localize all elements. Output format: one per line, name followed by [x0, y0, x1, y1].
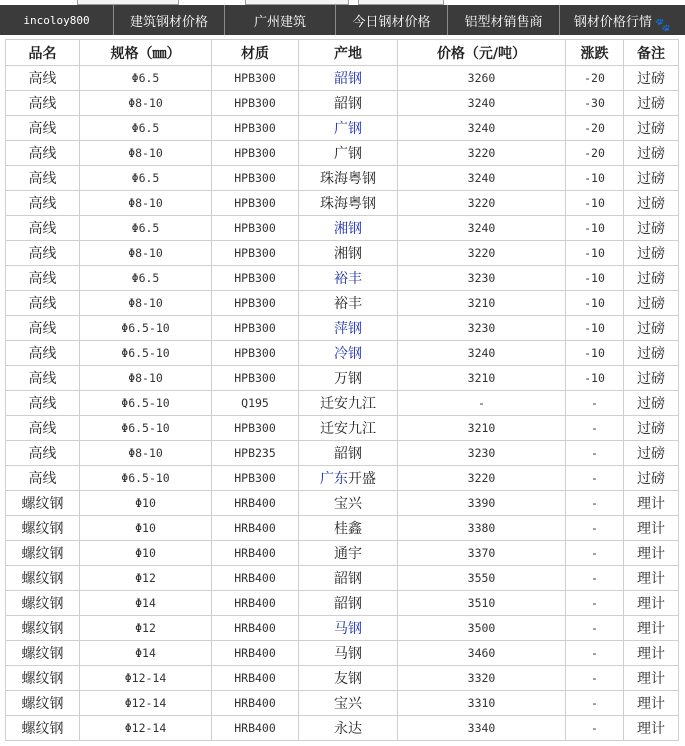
table-row: [6, 491, 679, 516]
cell-name: 螺纹钢: [6, 616, 80, 641]
cell-spec: Φ6.5: [80, 116, 212, 141]
cell-name: 螺纹钢: [6, 491, 80, 516]
nav-item-steel-market[interactable]: [560, 5, 685, 35]
table-row: [6, 416, 679, 441]
table-row: [6, 616, 679, 641]
cell-material: HPB300: [212, 91, 299, 116]
cell-material: HPB300: [212, 416, 299, 441]
cell-change: -: [566, 591, 624, 616]
cell-origin: [299, 541, 398, 566]
table-row: [6, 166, 679, 191]
cell-note: 过磅: [624, 416, 679, 441]
nav-item-guangzhou-building[interactable]: 广州建筑: [225, 5, 336, 35]
cell-name: 高线: [6, 441, 80, 466]
cell-material: HRB400: [212, 491, 299, 516]
cell-material: HPB300: [212, 466, 299, 491]
cell-material: HPB300: [212, 366, 299, 391]
table-row: [6, 566, 679, 591]
table-row: [6, 441, 679, 466]
cell-change: -10: [566, 191, 624, 216]
header-note: 备注: [624, 40, 679, 66]
cell-price: -: [398, 391, 566, 416]
cell-origin: [299, 616, 398, 641]
cell-note: 理计: [624, 641, 679, 666]
cell-spec: Φ6.5-10: [80, 316, 212, 341]
cell-name: 螺纹钢: [6, 716, 80, 741]
origin-link[interactable]: 萍钢: [334, 321, 362, 337]
cell-price: 3460: [398, 641, 566, 666]
cell-note: 过磅: [624, 466, 679, 491]
cell-material: HRB400: [212, 566, 299, 591]
origin-link[interactable]: 广钢: [334, 121, 362, 137]
cell-name: 高线: [6, 141, 80, 166]
cell-price: 3380: [398, 516, 566, 541]
cell-name: 高线: [6, 116, 80, 141]
cell-price: 3390: [398, 491, 566, 516]
cell-name: 螺纹钢: [6, 666, 80, 691]
cell-note: 理计: [624, 566, 679, 591]
cell-name: 高线: [6, 316, 80, 341]
cell-origin: [299, 716, 398, 741]
origin-text: 裕丰: [334, 296, 362, 312]
cell-origin: [299, 491, 398, 516]
table-row: [6, 341, 679, 366]
cell-spec: Φ8-10: [80, 441, 212, 466]
cell-change: -: [566, 691, 624, 716]
table-row: [6, 141, 679, 166]
cell-change: -20: [566, 141, 624, 166]
origin-text: 迁安九江: [320, 396, 376, 412]
cell-spec: Φ6.5: [80, 66, 212, 91]
origin-text: 永达: [334, 721, 362, 737]
origin-text: 宝兴: [334, 496, 362, 512]
cell-note: 理计: [624, 616, 679, 641]
table-row: [6, 91, 679, 116]
origin-text: 开盛: [348, 471, 376, 487]
cell-price: 3230: [398, 316, 566, 341]
cell-material: HRB400: [212, 691, 299, 716]
origin-text: 桂鑫: [334, 521, 362, 537]
cell-note: 理计: [624, 491, 679, 516]
cell-material: HPB300: [212, 191, 299, 216]
cell-name: 螺纹钢: [6, 516, 80, 541]
cell-origin: [299, 316, 398, 341]
cell-origin: [299, 666, 398, 691]
cell-note: 过磅: [624, 191, 679, 216]
cell-name: 高线: [6, 66, 80, 91]
cell-spec: Φ12-14: [80, 691, 212, 716]
origin-text: 通宇: [334, 546, 362, 562]
cell-material: HRB400: [212, 616, 299, 641]
table-row: [6, 391, 679, 416]
cell-origin: [299, 516, 398, 541]
cell-note: 过磅: [624, 341, 679, 366]
cell-price: 3240: [398, 116, 566, 141]
cell-spec: Φ6.5: [80, 216, 212, 241]
cell-price: 3210: [398, 291, 566, 316]
cell-origin: [299, 366, 398, 391]
cell-change: -: [566, 516, 624, 541]
origin-link[interactable]: 马钢: [334, 621, 362, 637]
cell-material: HPB300: [212, 316, 299, 341]
cell-note: 理计: [624, 541, 679, 566]
cell-change: -20: [566, 116, 624, 141]
cell-change: -10: [566, 316, 624, 341]
cell-note: 理计: [624, 666, 679, 691]
table-row: [6, 316, 679, 341]
cell-change: -20: [566, 66, 624, 91]
cell-note: 过磅: [624, 91, 679, 116]
nav-item-building-steel-price[interactable]: 建筑钢材价格: [114, 5, 225, 35]
cell-spec: Φ14: [80, 641, 212, 666]
cell-price: 3310: [398, 691, 566, 716]
cell-origin: [299, 266, 398, 291]
table-row: [6, 641, 679, 666]
table-row: [6, 591, 679, 616]
cell-spec: Φ10: [80, 516, 212, 541]
cell-name: 高线: [6, 291, 80, 316]
cell-name: 高线: [6, 416, 80, 441]
table-row: [6, 241, 679, 266]
cell-price: 3220: [398, 241, 566, 266]
header-price: 价格（元/吨）: [398, 40, 566, 66]
cell-material: HPB300: [212, 66, 299, 91]
cell-spec: Φ6.5-10: [80, 466, 212, 491]
cell-spec: Φ12: [80, 616, 212, 641]
origin-link[interactable]: 韶钢: [334, 71, 362, 87]
cell-material: Q195: [212, 391, 299, 416]
table-row: [6, 66, 679, 91]
cell-origin: [299, 391, 398, 416]
cell-material: HRB400: [212, 591, 299, 616]
cell-price: 3240: [398, 166, 566, 191]
table-header-row: [6, 40, 679, 66]
header-material: 材质: [212, 40, 299, 66]
cell-origin: [299, 466, 398, 491]
cell-price: 3340: [398, 716, 566, 741]
cell-name: 螺纹钢: [6, 591, 80, 616]
cell-material: HPB235: [212, 441, 299, 466]
cell-name: 高线: [6, 341, 80, 366]
table-row: [6, 666, 679, 691]
cell-price: 3240: [398, 216, 566, 241]
table-row: [6, 291, 679, 316]
table-row: [6, 466, 679, 491]
cell-change: -30: [566, 91, 624, 116]
nav-item-steel-market-label: 钢材价格行情: [573, 14, 652, 30]
origin-text: 韶钢: [334, 596, 362, 612]
origin-text: 韶钢: [334, 96, 362, 112]
table-row: [6, 541, 679, 566]
cell-origin: [299, 216, 398, 241]
table-row: [6, 716, 679, 741]
cell-origin: [299, 591, 398, 616]
nav-item-aluminum-dealers[interactable]: 铝型材销售商: [448, 5, 560, 35]
cell-spec: Φ12-14: [80, 666, 212, 691]
cell-origin: [299, 116, 398, 141]
cell-spec: Φ14: [80, 591, 212, 616]
cell-change: -: [566, 566, 624, 591]
cell-name: 螺纹钢: [6, 566, 80, 591]
cell-name: 高线: [6, 166, 80, 191]
cell-name: 高线: [6, 91, 80, 116]
cell-name: 高线: [6, 241, 80, 266]
cell-name: 螺纹钢: [6, 641, 80, 666]
cell-note: 过磅: [624, 441, 679, 466]
cell-price: 3510: [398, 591, 566, 616]
origin-text: 珠海粤钢: [320, 196, 376, 212]
table-row: [6, 116, 679, 141]
table-row: [6, 266, 679, 291]
cell-spec: Φ6.5-10: [80, 341, 212, 366]
cell-material: HPB300: [212, 341, 299, 366]
cell-spec: Φ8-10: [80, 291, 212, 316]
table-row: [6, 191, 679, 216]
cell-spec: Φ12-14: [80, 716, 212, 741]
cell-change: -10: [566, 241, 624, 266]
cell-name: 螺纹钢: [6, 541, 80, 566]
cell-note: 过磅: [624, 391, 679, 416]
cell-price: 3260: [398, 66, 566, 91]
cell-change: -10: [566, 166, 624, 191]
cell-price: 3230: [398, 441, 566, 466]
cell-origin: [299, 66, 398, 91]
cell-name: 高线: [6, 266, 80, 291]
cell-price: 3220: [398, 141, 566, 166]
cell-note: 过磅: [624, 166, 679, 191]
price-table: [5, 39, 679, 741]
cell-change: -: [566, 616, 624, 641]
cell-price: 3230: [398, 266, 566, 291]
cell-origin: [299, 241, 398, 266]
origin-link[interactable]: 裕丰: [334, 271, 362, 287]
cell-name: 高线: [6, 191, 80, 216]
origin-text: 湘钢: [334, 246, 362, 262]
cell-change: -: [566, 416, 624, 441]
cell-material: HPB300: [212, 266, 299, 291]
cell-origin: [299, 291, 398, 316]
cell-note: 过磅: [624, 141, 679, 166]
header-origin: 产地: [299, 40, 398, 66]
cell-note: 过磅: [624, 366, 679, 391]
origin-text: 友钢: [334, 671, 362, 687]
cell-spec: Φ8-10: [80, 191, 212, 216]
cell-name: 高线: [6, 466, 80, 491]
cell-price: 3240: [398, 91, 566, 116]
cell-origin: [299, 416, 398, 441]
origin-text: 韶钢: [334, 446, 362, 462]
cell-note: 过磅: [624, 266, 679, 291]
cell-note: 理计: [624, 591, 679, 616]
table-row: [6, 366, 679, 391]
cell-material: HRB400: [212, 541, 299, 566]
cell-price: 3220: [398, 191, 566, 216]
origin-text: 万钢: [334, 371, 362, 387]
cell-spec: Φ8-10: [80, 91, 212, 116]
table-row: [6, 516, 679, 541]
cell-price: 3220: [398, 466, 566, 491]
cell-material: HPB300: [212, 141, 299, 166]
cell-material: HRB400: [212, 516, 299, 541]
cell-name: 螺纹钢: [6, 691, 80, 716]
cell-price: 3240: [398, 341, 566, 366]
cell-change: -10: [566, 266, 624, 291]
cell-note: 过磅: [624, 316, 679, 341]
origin-link[interactable]: 广东: [320, 471, 348, 487]
cell-change: -: [566, 491, 624, 516]
top-nav: [0, 5, 685, 35]
cell-price: 3370: [398, 541, 566, 566]
cell-change: -10: [566, 216, 624, 241]
origin-text: 珠海粤钢: [320, 171, 376, 187]
paw-icon: 🐾: [654, 17, 672, 33]
cell-origin: [299, 91, 398, 116]
cell-change: -: [566, 466, 624, 491]
table-row: [6, 216, 679, 241]
origin-text: 韶钢: [334, 571, 362, 587]
cell-note: 理计: [624, 516, 679, 541]
cell-price: 3550: [398, 566, 566, 591]
cell-change: -: [566, 541, 624, 566]
cell-origin: [299, 191, 398, 216]
header-spec: 规格（㎜）: [80, 40, 212, 66]
cell-spec: Φ10: [80, 541, 212, 566]
cell-spec: Φ8-10: [80, 241, 212, 266]
cell-name: 高线: [6, 391, 80, 416]
cell-change: -: [566, 641, 624, 666]
cell-origin: [299, 141, 398, 166]
cell-change: -10: [566, 291, 624, 316]
origin-text: 广钢: [334, 146, 362, 162]
cell-origin: [299, 341, 398, 366]
header-name: 品名: [6, 40, 80, 66]
cell-spec: Φ12: [80, 566, 212, 591]
cell-material: HRB400: [212, 716, 299, 741]
origin-text: 迁安九江: [320, 421, 376, 437]
nav-item-incoloy800[interactable]: incoloy800: [0, 5, 114, 35]
header-change: 涨跌: [566, 40, 624, 66]
cell-name: 高线: [6, 366, 80, 391]
cell-change: -: [566, 666, 624, 691]
cell-origin: [299, 441, 398, 466]
cell-material: HRB400: [212, 666, 299, 691]
cell-spec: Φ6.5-10: [80, 416, 212, 441]
cell-origin: [299, 566, 398, 591]
cell-change: -: [566, 391, 624, 416]
cell-note: 过磅: [624, 291, 679, 316]
cell-note: 过磅: [624, 116, 679, 141]
cell-spec: Φ6.5: [80, 266, 212, 291]
cell-material: HPB300: [212, 216, 299, 241]
cell-change: -: [566, 441, 624, 466]
cell-origin: [299, 641, 398, 666]
cell-spec: Φ6.5: [80, 166, 212, 191]
cell-spec: Φ8-10: [80, 366, 212, 391]
origin-link[interactable]: 湘钢: [334, 221, 362, 237]
cell-spec: Φ8-10: [80, 141, 212, 166]
cell-material: HPB300: [212, 291, 299, 316]
origin-text: 宝兴: [334, 696, 362, 712]
cell-origin: [299, 691, 398, 716]
cell-note: 过磅: [624, 216, 679, 241]
origin-link[interactable]: 冷钢: [334, 346, 362, 362]
cell-note: 过磅: [624, 66, 679, 91]
origin-text: 马钢: [334, 646, 362, 662]
cell-material: HRB400: [212, 641, 299, 666]
table-row: [6, 691, 679, 716]
cell-change: -10: [566, 366, 624, 391]
cell-price: 3320: [398, 666, 566, 691]
cell-material: HPB300: [212, 116, 299, 141]
cell-material: HPB300: [212, 241, 299, 266]
cell-material: HPB300: [212, 166, 299, 191]
cell-price: 3210: [398, 416, 566, 441]
cell-note: 理计: [624, 691, 679, 716]
cell-change: -10: [566, 341, 624, 366]
cell-origin: [299, 166, 398, 191]
cell-price: 3500: [398, 616, 566, 641]
cell-spec: Φ10: [80, 491, 212, 516]
nav-item-today-steel-price[interactable]: 今日钢材价格: [336, 5, 448, 35]
cell-note: 过磅: [624, 241, 679, 266]
cell-price: 3210: [398, 366, 566, 391]
cell-change: -: [566, 716, 624, 741]
cell-name: 高线: [6, 216, 80, 241]
cell-spec: Φ6.5-10: [80, 391, 212, 416]
cell-note: 理计: [624, 716, 679, 741]
